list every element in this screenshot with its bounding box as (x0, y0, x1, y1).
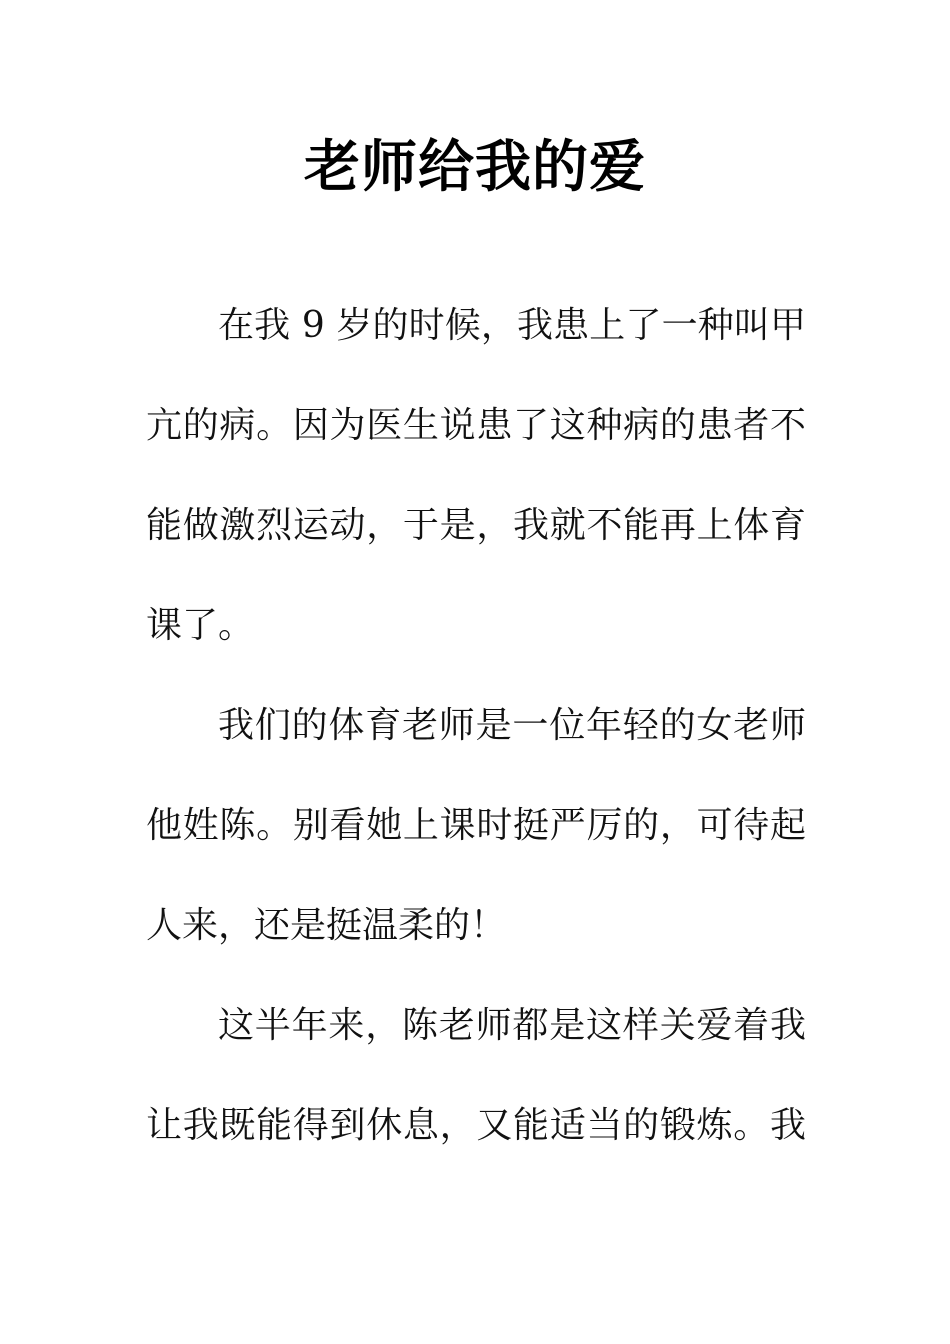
paragraph-1-line-3: 能做激烈运动，于是，我就不能再上体育 (146, 505, 806, 546)
paragraph-3-line-2: 让我既能得到休息，又能适当的锻炼。我 (146, 1105, 806, 1146)
paragraph-2-line-2: 他姓陈。别看她上课时挺严厉的，可待起 (146, 805, 806, 846)
paragraph-3-line-1: 这半年来，陈老师都是这样关爱着我 (218, 1005, 806, 1046)
paragraph-1-line-2: 亢的病。因为医生说患了这种病的患者不 (146, 405, 806, 446)
page-title: 老师给我的爱 (304, 134, 646, 200)
paragraph-2-line-1: 我们的体育老师是一位年轻的女老师 (218, 705, 806, 746)
paragraph-1-line-4: 课了。 (146, 605, 255, 646)
paragraph-1-line-1: 在我 9 岁的时候，我患上了一种叫甲 (218, 305, 806, 346)
paragraph-2-line-3: 人来，还是挺温柔的！ (146, 905, 507, 946)
